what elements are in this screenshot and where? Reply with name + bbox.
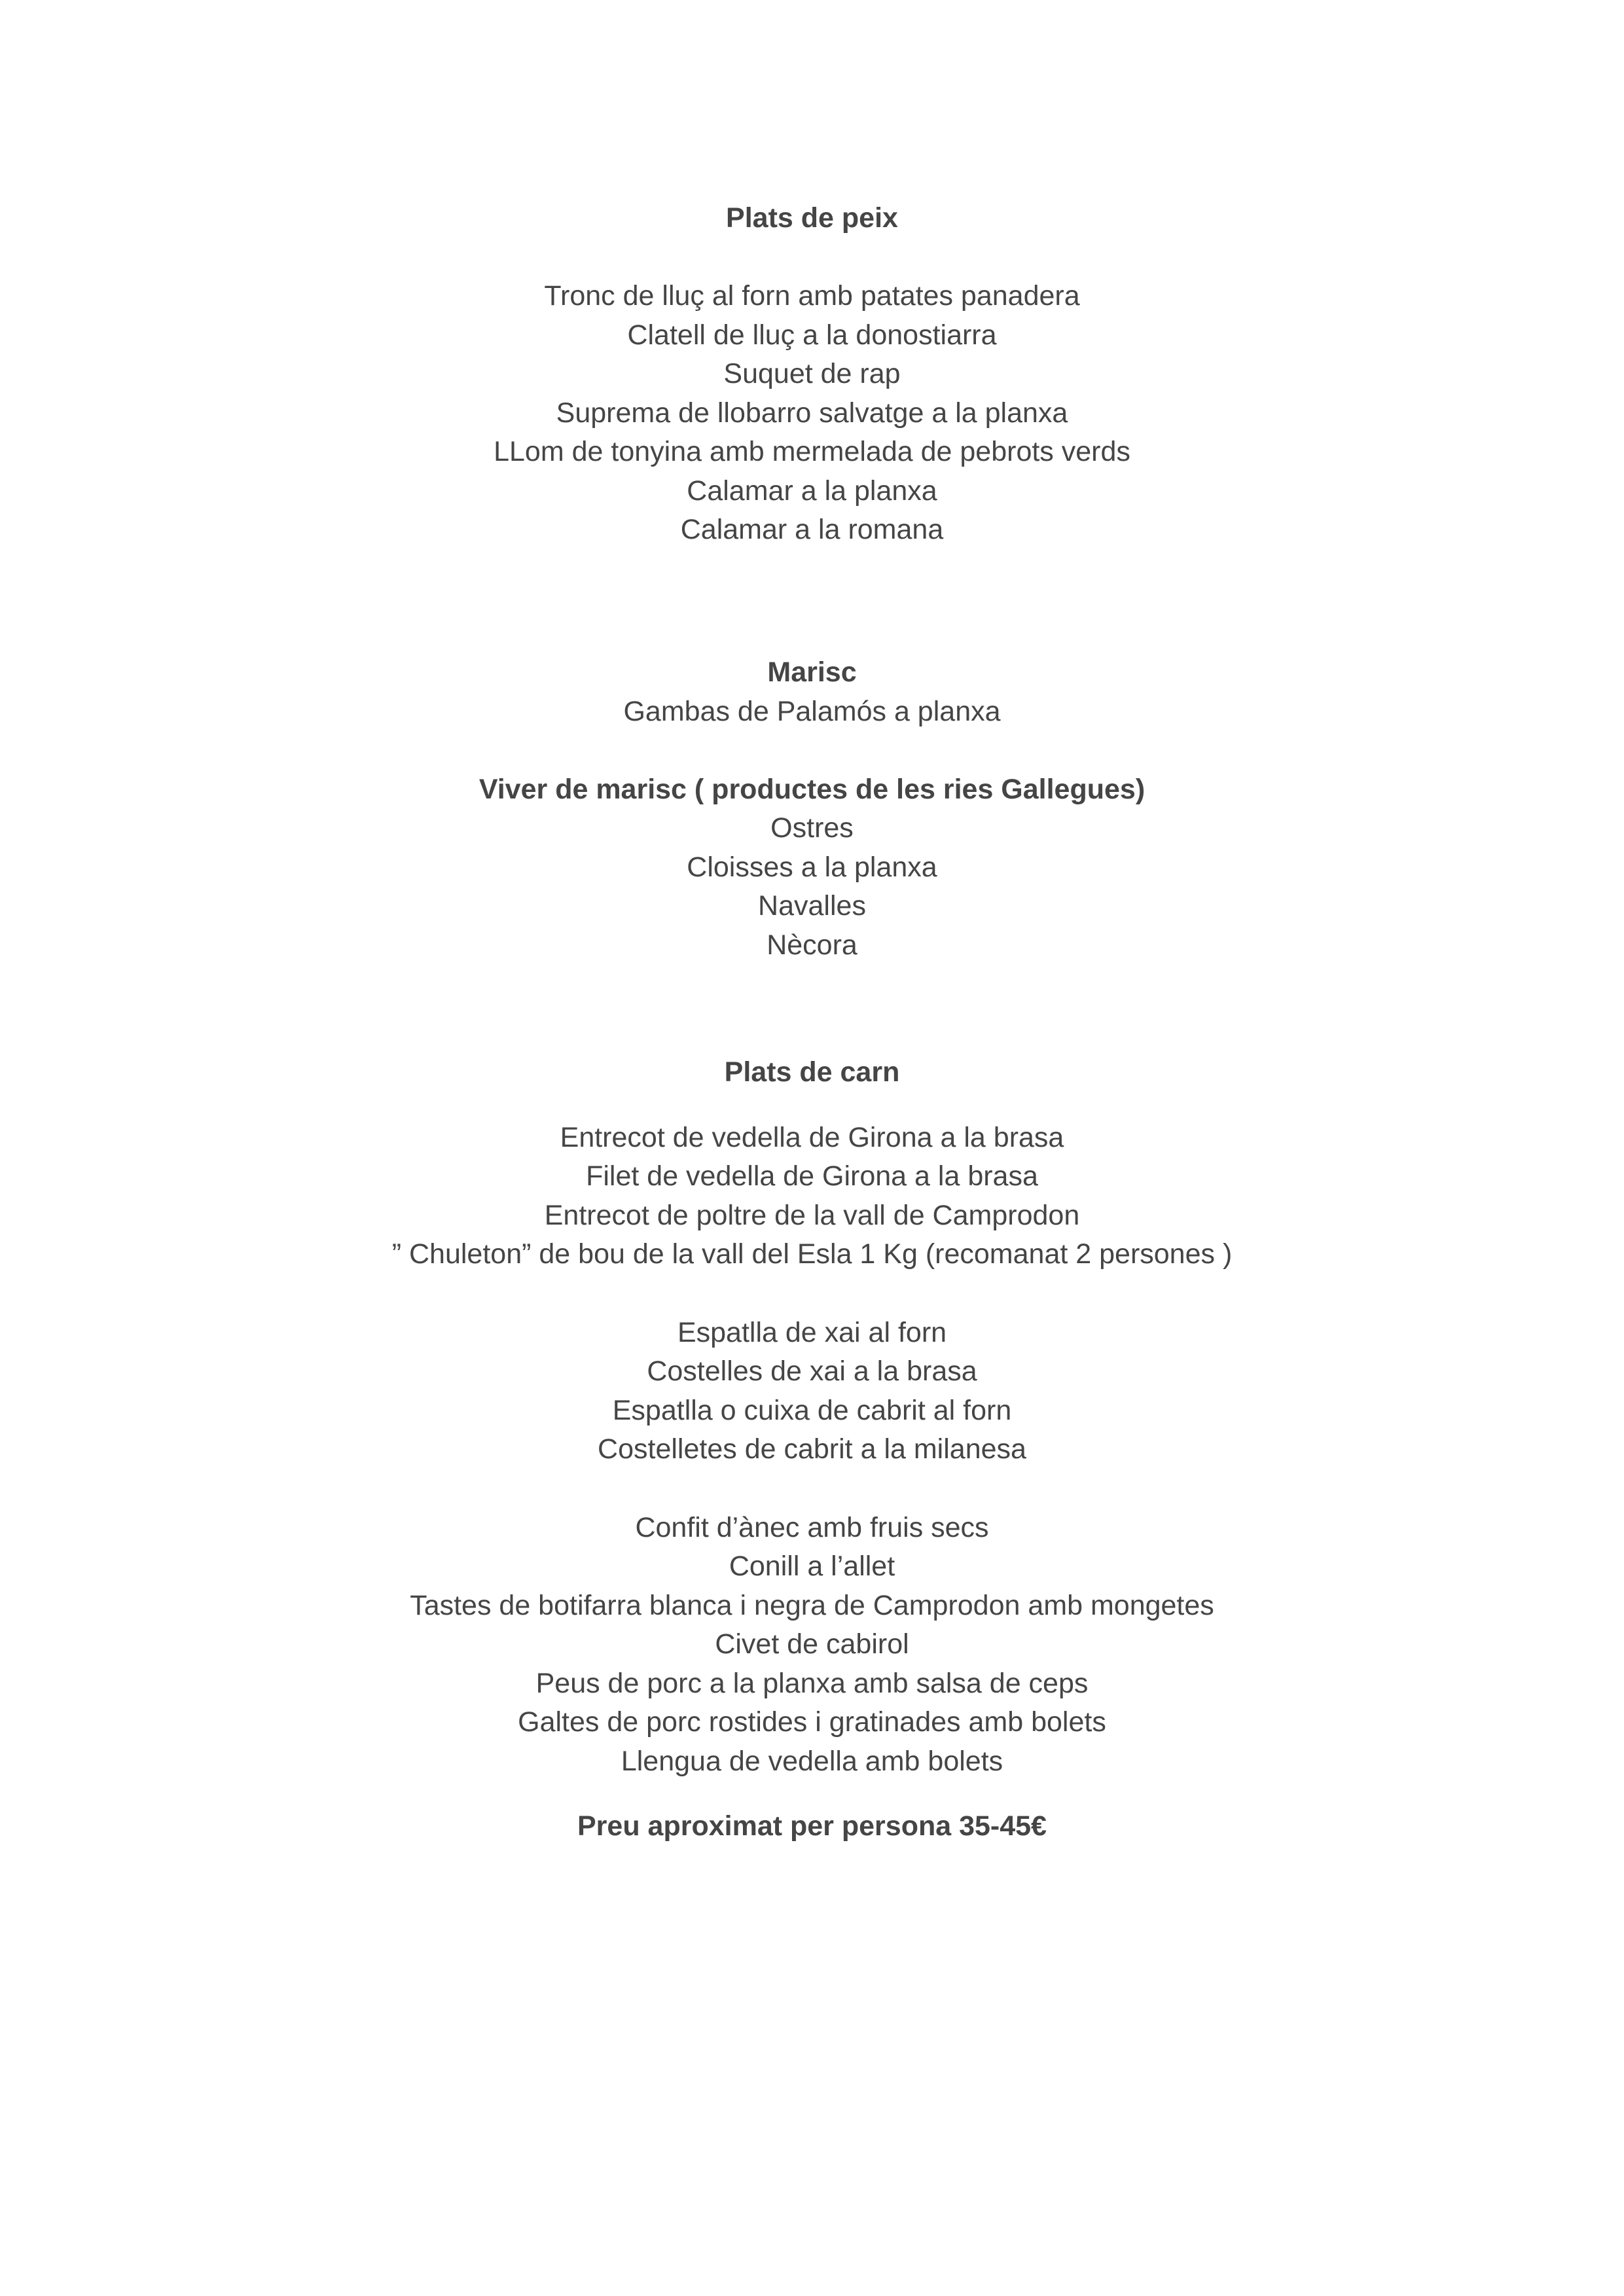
meat-item: Llengua de vedella amb bolets — [621, 1746, 1003, 1777]
meat-item: Entrecot de poltre de la vall de Camprodon — [544, 1200, 1080, 1231]
fish-item: LLom de tonyina amb mermelada de pebrots verds — [494, 436, 1130, 467]
fish-item: Suquet de rap — [723, 358, 901, 389]
meat-item: Confit d’ànec amb fruis secs — [635, 1512, 989, 1543]
meat-item: Tastes de botifarra blanca i negra de Camprodon amb mongetes — [410, 1590, 1214, 1621]
meat-item: Filet de vedella de Girona a la brasa — [586, 1160, 1038, 1192]
meat-item: Civet de cabirol — [715, 1628, 909, 1660]
live-seafood-item: Cloisses a la planxa — [687, 852, 937, 883]
meat-item: Costelletes de cabrit a la milanesa — [598, 1433, 1026, 1465]
meat-item: Entrecot de vedella de Girona a la brasa — [560, 1122, 1064, 1153]
seafood-heading: Marisc — [767, 656, 857, 688]
meat-item: Espatlla o cuixa de cabrit al forn — [612, 1395, 1012, 1426]
fish-heading: Plats de peix — [726, 202, 898, 234]
fish-item: Tronc de lluç al forn amb patates panadera — [544, 280, 1080, 312]
fish-item: Calamar a la romana — [680, 514, 944, 545]
meat-item: ” Chuleton” de bou de la vall del Esla 1 Kg (recomanat 2 persones ) — [391, 1238, 1233, 1270]
live-seafood-item: Nècora — [767, 929, 857, 961]
meat-heading: Plats de carn — [724, 1056, 900, 1088]
meat-item: Galtes de porc rostides i gratinades amb bolets — [518, 1706, 1106, 1738]
live-seafood-item: Ostres — [770, 812, 854, 844]
meat-item: Costelles de xai a la brasa — [647, 1355, 977, 1387]
price-note: Preu aproximat per persona 35-45€ — [577, 1810, 1047, 1842]
fish-item: Suprema de llobarro salvatge a la planxa — [556, 397, 1068, 429]
meat-item: Conill a l’allet — [729, 1551, 895, 1582]
meat-item: Peus de porc a la planxa amb salsa de ceps — [535, 1668, 1089, 1699]
seafood-item: Gambas de Palamós a planxa — [623, 696, 1001, 727]
live-seafood-heading: Viver de marisc ( productes de les ries Gallegues) — [478, 774, 1146, 805]
fish-item: Calamar a la planxa — [687, 475, 937, 507]
meat-item: Espatlla de xai al forn — [677, 1317, 947, 1348]
fish-item: Clatell de lluç a la donostiarra — [627, 319, 997, 351]
live-seafood-item: Navalles — [758, 890, 866, 922]
